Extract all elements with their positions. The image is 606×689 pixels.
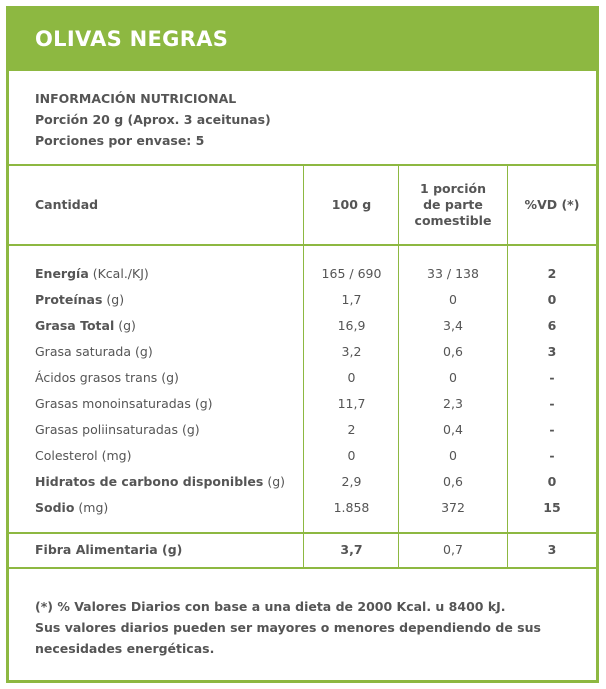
portion-header-line: de parte — [423, 197, 483, 212]
nutrient-name — [35, 339, 153, 365]
nutrient-name — [35, 365, 179, 391]
value-vd: 15 — [543, 500, 561, 515]
nutrient-name — [35, 313, 136, 339]
value-portion: 0 — [449, 448, 457, 463]
column-header-vd: %VD (*) — [524, 197, 580, 212]
product-title: OLIVAS NEGRAS — [35, 27, 229, 51]
nutrient-label: Grasa saturada — [35, 344, 132, 359]
value-vd: 3 — [547, 542, 557, 557]
nutrient-label: Colesterol — [35, 448, 98, 463]
footnote-line: Sus valores diarios pueden ser mayores o menores dependiendo de sus — [35, 620, 541, 635]
title-bar — [9, 9, 596, 71]
nutrient-label: Hidratos de carbono disponibles — [35, 474, 264, 489]
column-divider — [398, 164, 399, 567]
value-vd: 2 — [547, 266, 557, 281]
value-portion: 0 — [449, 292, 457, 307]
value-vd: 0 — [547, 474, 557, 489]
column-header-portion — [399, 181, 507, 229]
footnote-line: (*) % Valores Diarios con base a una dieta de 2000 Kcal. u 8400 kJ. — [35, 599, 506, 614]
value-100g: 0 — [347, 370, 356, 385]
nutrition-label — [6, 6, 599, 683]
value-portion: 0 — [449, 370, 457, 385]
value-100g: 3,7 — [340, 542, 363, 557]
nutrient-unit: (g) — [267, 474, 286, 489]
column-header-quantity: Cantidad — [35, 197, 99, 212]
nutrient-name — [35, 261, 149, 287]
portion-size: Porción 20 g (Aprox. 3 aceitunas) — [35, 112, 271, 127]
column-divider — [507, 164, 508, 567]
nutrient-unit: (mg) — [101, 448, 132, 463]
value-portion: 0,4 — [443, 422, 463, 437]
servings-per-container: Porciones por envase: 5 — [35, 133, 205, 148]
value-portion: 3,4 — [443, 318, 463, 333]
value-100g: 2,9 — [341, 474, 362, 489]
value-100g: 165 / 690 — [321, 266, 382, 281]
nutrient-unit: (g) — [106, 292, 125, 307]
nutrient-unit: (g) — [161, 370, 179, 385]
value-vd: 6 — [547, 318, 557, 333]
info-heading: INFORMACIÓN NUTRICIONAL — [35, 91, 237, 106]
nutrition-info — [35, 88, 271, 151]
nutrient-name — [35, 391, 213, 417]
portion-header-line: 1 porción — [420, 181, 486, 196]
nutrient-name — [35, 443, 132, 469]
nutrient-label: Grasa Total — [35, 318, 115, 333]
value-100g: 11,7 — [337, 396, 366, 411]
value-portion: 33 / 138 — [427, 266, 479, 281]
nutrient-unit: (g) — [135, 344, 153, 359]
nutrient-label: Grasas poliinsaturadas — [35, 422, 178, 437]
nutrient-name — [35, 495, 108, 521]
footnote — [35, 596, 541, 659]
nutrient-label: Proteínas — [35, 292, 103, 307]
nutrient-label: Grasas monoinsaturadas — [35, 396, 191, 411]
value-100g: 0 — [347, 448, 356, 463]
nutrient-label: Sodio — [35, 500, 75, 515]
value-portion: 2,3 — [443, 396, 463, 411]
nutrient-name — [35, 469, 285, 495]
value-vd: 0 — [547, 292, 557, 307]
nutrient-unit: (g) — [194, 396, 213, 411]
value-vd: - — [549, 422, 555, 437]
value-100g: 16,9 — [337, 318, 366, 333]
value-portion: 0,6 — [443, 474, 463, 489]
value-vd: - — [549, 370, 555, 385]
column-divider — [303, 164, 304, 567]
column-header-100g: 100 g — [331, 197, 372, 212]
nutrient-label: Ácidos grasos trans — [35, 370, 158, 385]
value-100g: 1.858 — [333, 500, 370, 515]
nutrient-unit: (g) — [181, 422, 200, 437]
value-100g: 2 — [347, 422, 356, 437]
value-portion: 0,7 — [443, 542, 463, 557]
value-vd: - — [549, 448, 555, 463]
value-vd: 3 — [547, 344, 557, 359]
value-100g: 1,7 — [341, 292, 362, 307]
nutrient-label: Energía — [35, 266, 89, 281]
nutrient-unit: (Kcal./KJ) — [92, 266, 149, 281]
nutrient-name — [35, 417, 200, 443]
divider — [9, 567, 596, 569]
nutrient-unit: (g) — [118, 318, 136, 333]
nutrient-name: Fibra Alimentaria (g) — [35, 542, 183, 557]
nutrient-unit: (mg) — [78, 500, 109, 515]
value-100g: 3,2 — [341, 344, 362, 359]
nutrient-name — [35, 287, 124, 313]
portion-header-line: comestible — [414, 213, 492, 228]
footnote-line: necesidades energéticas. — [35, 641, 215, 656]
value-vd: - — [549, 396, 555, 411]
value-portion: 0,6 — [443, 344, 463, 359]
value-portion: 372 — [441, 500, 465, 515]
